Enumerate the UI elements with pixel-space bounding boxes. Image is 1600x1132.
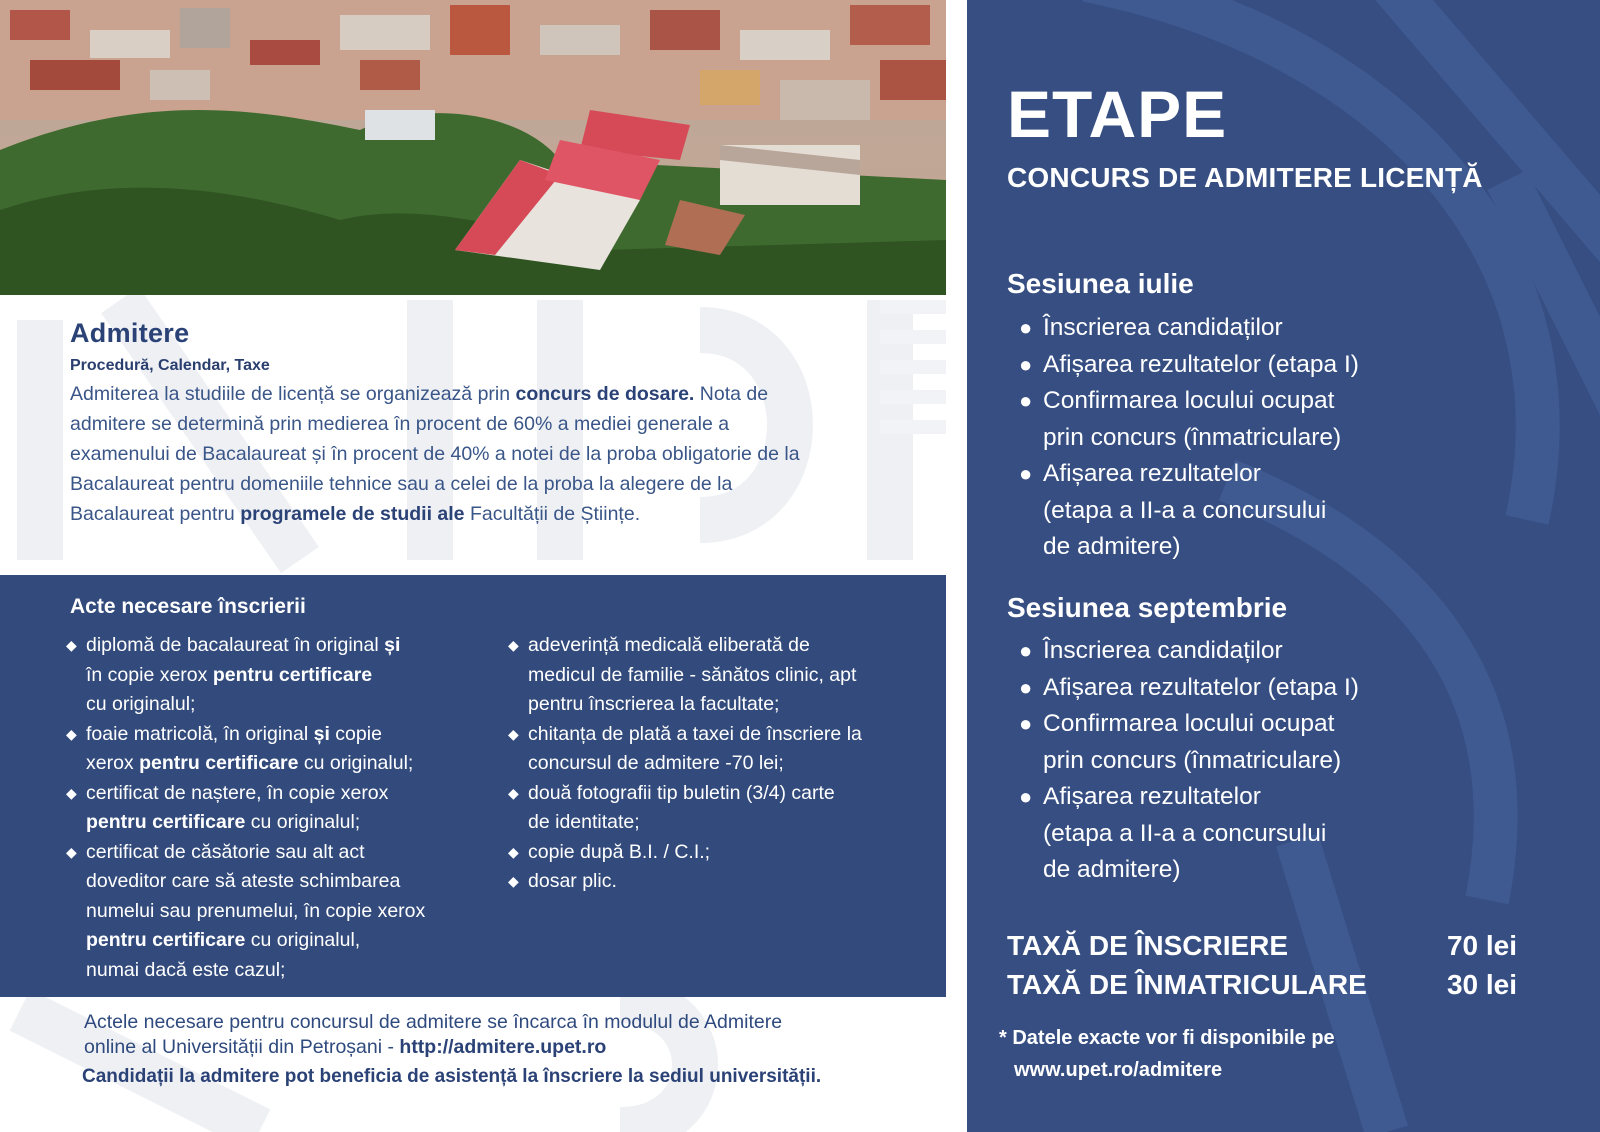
bold-run: pentru certificare: [86, 811, 246, 833]
text-run: dosar plic.: [528, 870, 617, 892]
admitere-title: Admitere: [70, 318, 190, 348]
text-run: copie: [329, 722, 382, 745]
fees-table: [1007, 930, 1517, 1008]
step-line: (etapa a II-a a concursului: [1043, 819, 1327, 847]
admitere-description: [70, 379, 915, 529]
step-line: Afișarea rezultatelor: [1043, 460, 1261, 487]
document-item-line: [528, 720, 928, 750]
bold-run: și: [384, 634, 401, 656]
document-item-line: [528, 690, 928, 720]
step-line: Afișarea rezultatelor (etapa I): [1043, 350, 1359, 378]
etape-subtitle: CONCURS DE ADMITERE LICENȚĂ: [1007, 162, 1483, 193]
admitere-section: [70, 318, 920, 529]
text-run: certificat de naștere, în copie xerox: [86, 781, 389, 804]
upload-note: [84, 1010, 782, 1060]
bullet-dot-icon: ●: [1019, 315, 1033, 340]
text-run: foaie matricolă, în original: [86, 722, 314, 745]
text-run: concursul de admitere -70 lei;: [528, 752, 784, 774]
text-run: Facultății de Științe.: [464, 503, 641, 525]
step-item: [1019, 347, 1359, 384]
document-item-line: [86, 631, 486, 661]
document-item-line: [528, 631, 928, 661]
etape-panel: [967, 0, 1600, 1132]
diamond-bullet-icon: ◆: [508, 637, 519, 653]
document-item-line: [86, 867, 486, 897]
diamond-bullet-icon: ◆: [66, 784, 77, 801]
text-run: adeverință medicală eliberată de: [528, 634, 810, 656]
text-run: Admiterea la studiile de licență se organizează prin: [70, 383, 516, 405]
bullet-dot-icon: ●: [1019, 638, 1033, 663]
text-run: diplomă de bacalaureat în original: [86, 634, 385, 656]
admitere-link[interactable]: http://admitere.upet.ro: [399, 1036, 607, 1058]
text-run: medicul de familie - sănătos clinic, apt: [528, 663, 857, 686]
text-run: certificat de căsătorie sau alt act: [86, 840, 365, 863]
step-item: [1019, 633, 1359, 670]
bold-run: pentru certificare: [86, 929, 246, 951]
document-item: [66, 720, 486, 779]
bullet-dot-icon: ●: [1019, 351, 1033, 377]
document-item: [508, 631, 928, 720]
document-item: [66, 779, 486, 838]
fee-row-inscriere: [1007, 930, 1517, 969]
text-run: Bacalaureat pentru: [70, 503, 241, 525]
description-line: [70, 439, 915, 469]
document-item-line: [86, 720, 486, 750]
text-run: Nota de: [694, 383, 769, 405]
upload-note-line-1: Actele necesare pentru concursul de admitere se încarca în modulul de Admitere: [84, 1011, 783, 1033]
document-item-line: [528, 749, 928, 779]
step-line: (etapa a II-a a concursului: [1043, 496, 1327, 524]
session-july-steps: [1019, 310, 1359, 566]
step-item: [1019, 706, 1359, 779]
document-item: [508, 720, 928, 779]
text-run: doveditor care să ateste schimbarea: [86, 870, 401, 892]
document-item: [508, 779, 928, 838]
text-run: cu originalul;: [245, 811, 361, 833]
acte-list-column-1: [66, 631, 486, 985]
dates-note-text: * Datele exacte vor fi disponibile pe: [999, 1027, 1335, 1049]
diamond-bullet-icon: ◆: [508, 784, 519, 801]
step-item: [1019, 670, 1359, 707]
document-item-line: [86, 690, 486, 720]
document-item-line: [528, 838, 928, 868]
text-run: în copie xerox: [86, 663, 213, 686]
text-run: pentru înscrierea la facultate;: [528, 693, 780, 715]
bullet-dot-icon: ●: [1019, 711, 1033, 736]
diamond-bullet-icon: ◆: [508, 725, 519, 742]
bold-run: concurs de dosare.: [515, 383, 695, 405]
step-line: Înscrierea candidaților: [1043, 637, 1283, 664]
text-run: admitere se determină prin medierea în procent de 60% a mediei generale a: [70, 413, 730, 435]
text-run: două fotografii tip buletin (3/4) carte: [528, 781, 835, 804]
fee-label: TAXĂ DE ÎNMATRICULARE: [1007, 969, 1367, 1000]
document-item-line: [528, 779, 928, 809]
step-line: Înscrierea candidaților: [1043, 314, 1283, 341]
bullet-dot-icon: ●: [1019, 784, 1033, 809]
text-run: de identitate;: [528, 811, 640, 833]
upload-note-text: online al Universității din Petroșani -: [84, 1036, 400, 1058]
session-july-title: Sesiunea iulie: [1007, 268, 1194, 299]
document-item-line: [86, 661, 486, 691]
fee-value: 30 lei: [1446, 969, 1517, 1000]
document-item: [66, 838, 486, 986]
acte-necesare-panel: [0, 575, 946, 997]
step-line: prin concurs (înmatriculare): [1043, 423, 1342, 451]
document-item-line: [86, 749, 486, 779]
text-run: numai dacă este cazul;: [86, 958, 286, 981]
text-run: chitanța de plată a taxei de înscriere la: [528, 722, 862, 745]
document-item-line: [86, 779, 486, 809]
document-item-line: [86, 808, 486, 838]
bold-run: programele de studii ale: [240, 503, 465, 525]
step-item: [1019, 779, 1359, 889]
step-item: [1019, 383, 1359, 456]
bold-run: pentru certificare: [212, 663, 373, 686]
step-line: Afișarea rezultatelor (etapa I): [1043, 673, 1359, 701]
bullet-dot-icon: ●: [1019, 461, 1033, 486]
document-item: [508, 867, 928, 897]
document-item-line: [528, 867, 928, 897]
document-item-line: [86, 897, 486, 927]
text-run: cu originalul;: [86, 693, 196, 715]
bold-run: și: [313, 722, 330, 745]
bold-run: pentru certificare: [139, 752, 299, 774]
document-item-line: [528, 661, 928, 691]
dates-note-url[interactable]: www.upet.ro/admitere: [1014, 1059, 1223, 1081]
text-run: numelui sau prenumelui, în copie xerox: [86, 899, 426, 922]
step-line: prin concurs (înmatriculare): [1043, 746, 1342, 774]
assistance-note: Candidații la admitere pot beneficia de asistență la înscriere la sediul universității.: [82, 1066, 822, 1087]
document-item: [508, 838, 928, 868]
document-item-line: [86, 838, 486, 868]
session-september-title: Sesiunea septembrie: [1007, 592, 1288, 623]
step-line: Afișarea rezultatelor: [1043, 783, 1261, 810]
text-run: cu originalul,: [245, 929, 361, 951]
diamond-bullet-icon: ◆: [66, 725, 77, 742]
diamond-bullet-icon: ◆: [66, 637, 77, 653]
step-line: Confirmarea locului ocupat: [1043, 710, 1335, 737]
dates-note: [999, 1022, 1335, 1086]
description-line: [70, 499, 915, 529]
text-run: copie după B.I. / C.I.;: [528, 840, 711, 863]
fee-value: 70 lei: [1446, 930, 1517, 961]
fee-row-inmatriculare: [1007, 969, 1517, 1008]
description-line: [70, 379, 915, 409]
etape-title: ETAPE: [1007, 77, 1228, 151]
diamond-bullet-icon: ◆: [508, 873, 519, 889]
description-line: [70, 469, 915, 499]
diamond-bullet-icon: ◆: [66, 843, 77, 860]
acte-title: Acte necesare înscrierii: [70, 595, 306, 618]
step-line: de admitere): [1043, 533, 1181, 560]
step-item: [1019, 456, 1359, 566]
step-line: de admitere): [1043, 856, 1181, 883]
etape-content: [967, 0, 1600, 1132]
campus-aerial-photo: [0, 0, 946, 295]
document-item-line: [86, 956, 486, 986]
session-september-steps: [1019, 633, 1359, 889]
step-line: Confirmarea locului ocupat: [1043, 387, 1335, 414]
step-item: [1019, 310, 1359, 347]
text-run: xerox: [86, 752, 140, 774]
admitere-subtitle: Procedură, Calendar, Taxe: [70, 357, 270, 374]
text-run: examenului de Bacalaureat și în procent de 40% a notei de la proba obligatorie de la: [70, 443, 800, 465]
text-run: cu originalul;: [298, 752, 414, 774]
acte-list-column-2: [508, 631, 928, 897]
bullet-dot-icon: ●: [1019, 388, 1033, 413]
document-item-line: [528, 808, 928, 838]
text-run: Bacalaureat pentru domeniile tehnice sau a celei de la proba la alegere de la: [70, 473, 733, 495]
description-line: [70, 409, 915, 439]
bullet-dot-icon: ●: [1019, 674, 1033, 700]
document-item: [66, 631, 486, 720]
fee-label: TAXĂ DE ÎNSCRIERE: [1007, 930, 1289, 961]
diamond-bullet-icon: ◆: [508, 843, 519, 860]
upload-note-line-2: [84, 1035, 782, 1060]
document-item-line: [86, 926, 486, 956]
